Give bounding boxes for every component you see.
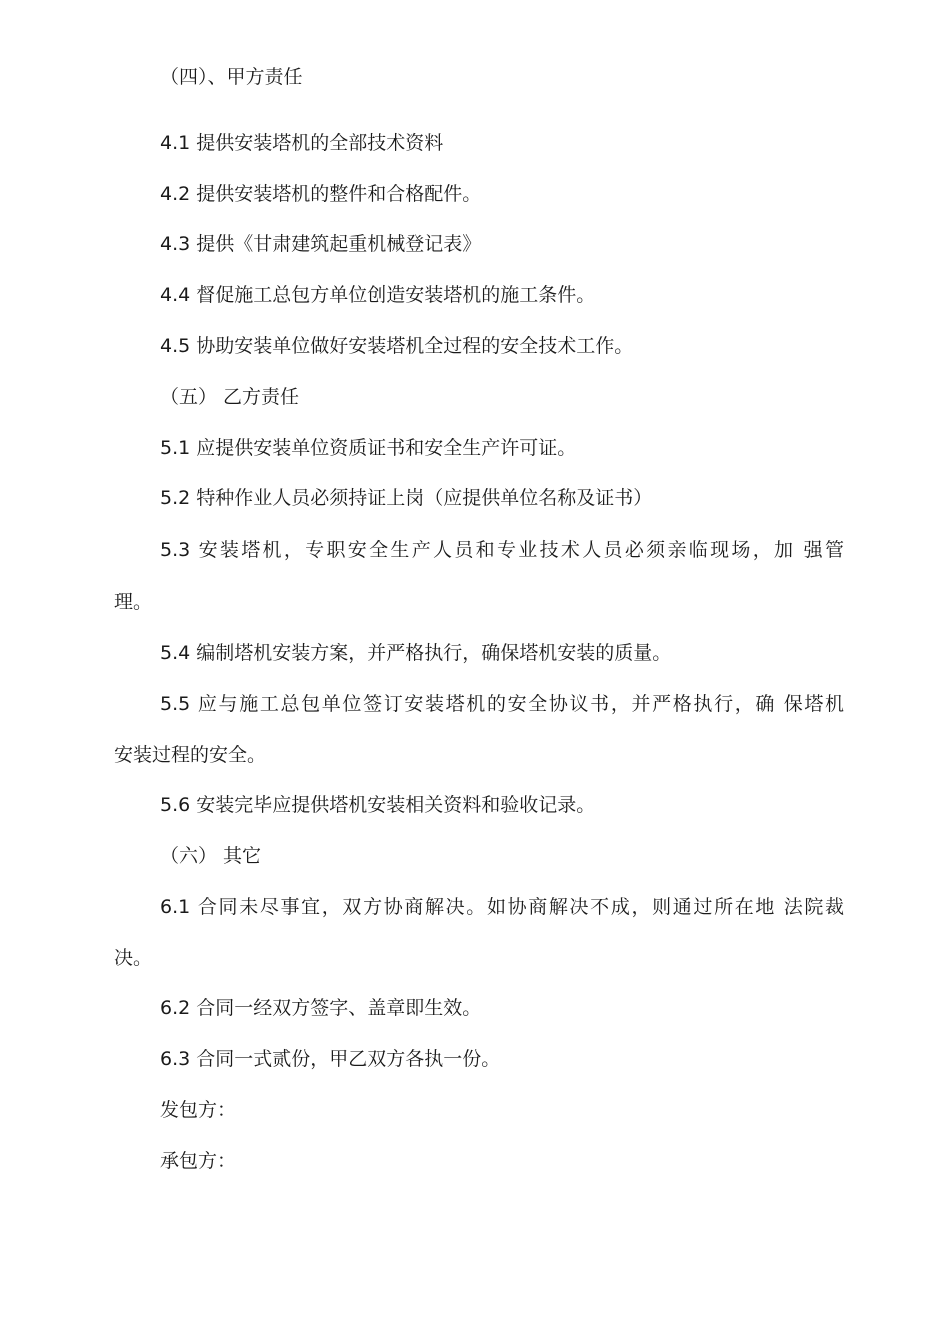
clause-4-4: 4.4 督促施工总包方单位创造安装塔机的施工条件。	[160, 284, 596, 306]
clause-5-1: 5.1 应提供安装单位资质证书和安全生产许可证。	[160, 437, 577, 459]
clause-6-1-line-1: 6.1 合同未尽事宜，双方协商解决。如协商解决不成，则通过所在地 法院裁	[160, 896, 844, 918]
clause-5-2: 5.2 特种作业人员必须持证上岗（应提供单位名称及证书）	[160, 487, 653, 509]
section-heading-5: （五） 乙方责任	[160, 386, 300, 408]
clause-5-6: 5.6 安装完毕应提供塔机安装相关资料和验收记录。	[160, 794, 596, 816]
clause-6-3: 6.3 合同一式贰份，甲乙双方各执一份。	[160, 1048, 501, 1070]
clause-4-2: 4.2 提供安装塔机的整件和合格配件。	[160, 183, 482, 205]
clause-6-2: 6.2 合同一经双方签字、盖章即生效。	[160, 997, 482, 1019]
clause-4-5: 4.5 协助安装单位做好安装塔机全过程的安全技术工作。	[160, 335, 634, 357]
clause-6-1-line-2: 决。	[114, 947, 153, 969]
clause-5-4: 5.4 编制塔机安装方案，并严格执行，确保塔机安装的质量。	[160, 642, 672, 664]
signature-party-b: 承包方：	[160, 1150, 237, 1172]
clause-5-3-line-2: 理。	[114, 591, 153, 613]
clause-5-5-line-1: 5.5 应与施工总包单位签订安装塔机的安全协议书，并严格执行，确 保塔机	[160, 693, 844, 715]
clause-5-3-line-1: 5.3 安装塔机，专职安全生产人员和专业技术人员必须亲临现场，加 强管	[160, 539, 844, 561]
clause-4-3: 4.3 提供《甘肃建筑起重机械登记表》	[160, 233, 482, 255]
section-heading-4: （四）、甲方责任	[160, 66, 303, 88]
section-heading-6: （六） 其它	[160, 845, 262, 867]
clause-4-1: 4.1 提供安装塔机的全部技术资料	[160, 132, 444, 154]
signature-party-a: 发包方：	[160, 1099, 237, 1121]
clause-5-5-line-2: 安装过程的安全。	[114, 744, 267, 766]
